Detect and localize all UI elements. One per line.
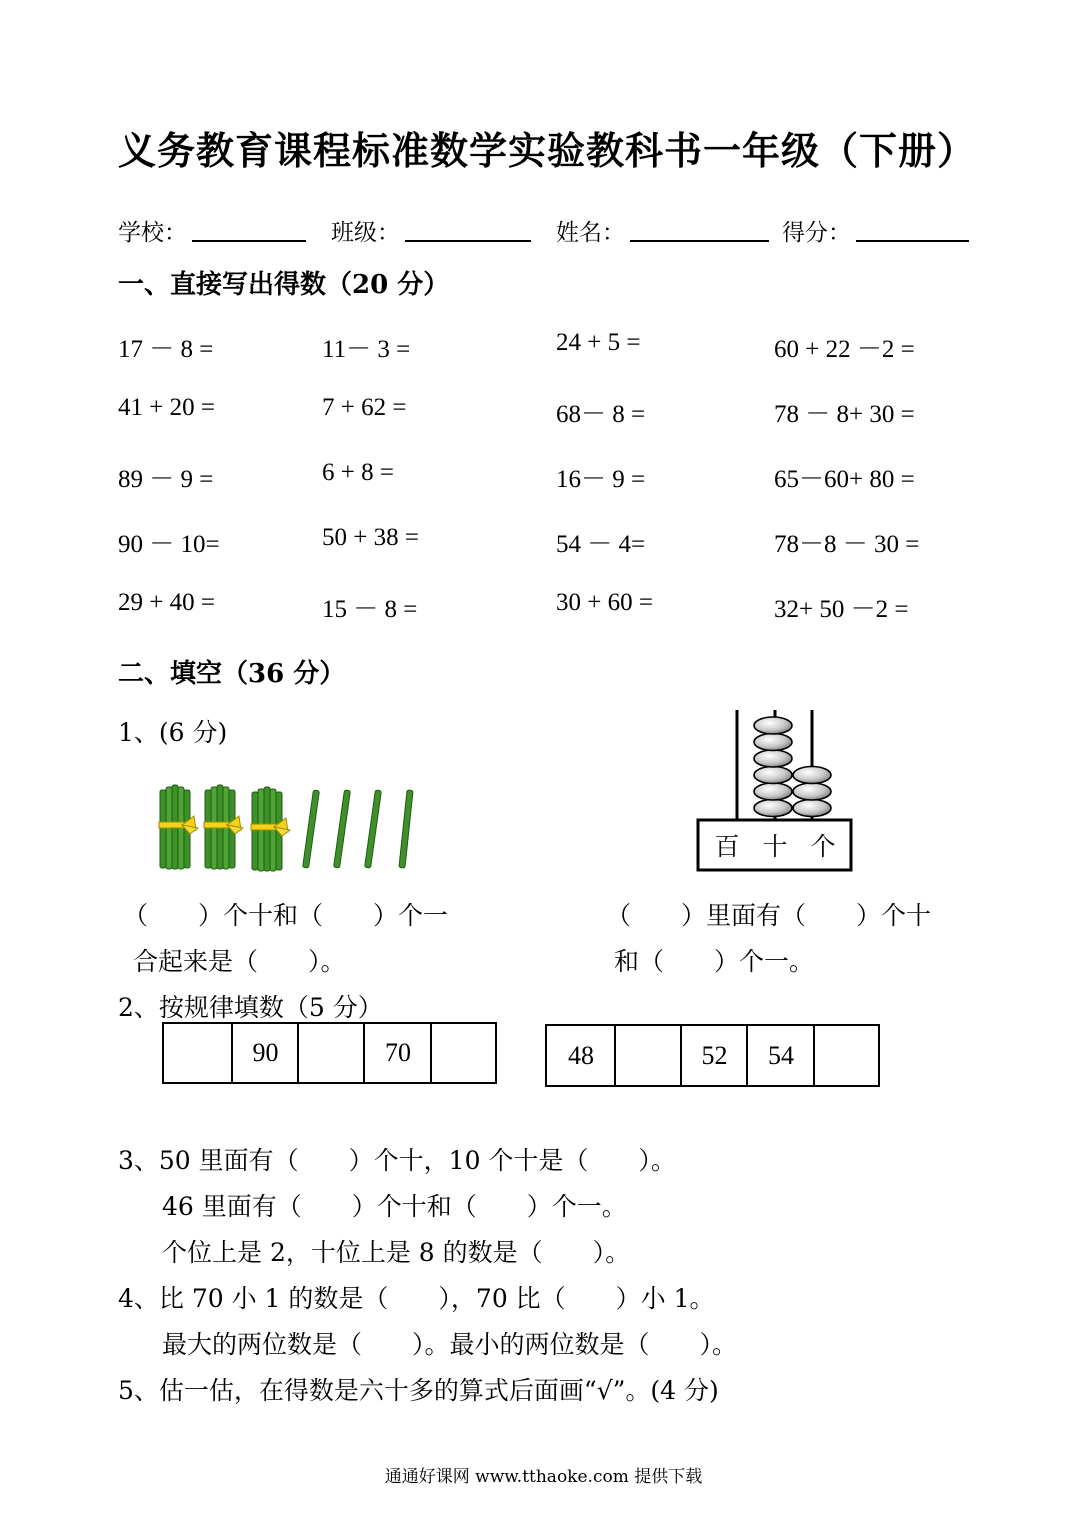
q3-line2: 46 里面有（ ）个十和（ ）个一。 (162, 1192, 627, 1221)
class-blank (405, 240, 531, 242)
ten-bundle-1 (159, 785, 198, 869)
sequence-cell[interactable] (614, 1026, 681, 1085)
equation-item: 7 + 62 = (322, 394, 407, 421)
section2-heading: 二、填空（36 分） (118, 659, 346, 689)
abacus-label-tens: 十 (762, 832, 788, 861)
abacus-bead (754, 767, 792, 784)
sequence-cell: 52 (680, 1026, 747, 1085)
equation-item: 6 + 8 = (322, 459, 394, 486)
equation-item: 60 + 22 －2 = (774, 336, 915, 363)
counting-sticks-illustration (150, 780, 425, 872)
single-stick (303, 790, 320, 868)
sequence-cell: 90 (231, 1024, 298, 1082)
q1-right-line1: （ ）里面有（ ）个十 (606, 901, 932, 930)
equation-item: 16－ 9 = (556, 466, 646, 493)
equation-item: 65－60+ 80 = (774, 466, 915, 493)
sequence-row-1 (162, 1022, 497, 1084)
equation-item: 78－8 － 30 = (774, 531, 920, 558)
abacus-label-ones: 个 (810, 832, 836, 861)
sequence-cell[interactable] (430, 1024, 497, 1082)
abacus-label-hundreds: 百 (714, 832, 740, 861)
sequence-row-2 (545, 1024, 880, 1087)
equation-item: 41 + 20 = (118, 394, 215, 421)
equation-item: 24 + 5 = (556, 329, 641, 356)
equation-item: 54 － 4= (556, 531, 646, 558)
q5-line1: 5、估一估，在得数是六十多的算式后面画“√”。(4 分) (118, 1376, 719, 1405)
q2-label: 2、按规律填数（5 分） (118, 993, 383, 1022)
equation-item: 50 + 38 = (322, 524, 419, 551)
equation-item: 15 － 8 = (322, 596, 418, 623)
sequence-cell[interactable] (813, 1026, 880, 1085)
page-title: 义务教育课程标准数学实验教科书一年级（下册） (118, 128, 977, 173)
school-label: 学校： (118, 220, 187, 246)
class-label: 班级： (331, 220, 400, 246)
section1-heading: 一、直接写出得数（20 分） (118, 270, 450, 300)
equation-item: 30 + 60 = (556, 589, 653, 616)
abacus-bead (754, 783, 792, 800)
footer-credit: 通通好课网 www.tthaoke.com 提供下载 (384, 1467, 703, 1487)
sequence-cell: 48 (568, 1040, 594, 1070)
abacus-bead (754, 734, 792, 751)
name-blank (630, 240, 769, 242)
equation-item: 17 － 8 = (118, 336, 214, 363)
single-stick (365, 790, 382, 868)
equation-item: 29 + 40 = (118, 589, 215, 616)
q1-left-line1: （ ）个十和（ ）个一 (123, 901, 449, 930)
equation-item: 90 － 10= (118, 531, 220, 558)
equation-item: 32+ 50 －2 = (774, 596, 909, 623)
q1-left-line2: 合起来是（ ）。 (133, 947, 346, 976)
equation-item: 78 － 8+ 30 = (774, 401, 915, 428)
equation-item: 11－ 3 = (322, 336, 411, 363)
equation-item: 68－ 8 = (556, 401, 646, 428)
sequence-cell[interactable] (164, 1024, 232, 1082)
ten-bundle-3 (251, 787, 290, 871)
abacus-bead (793, 800, 831, 817)
q1-right-line2: 和（ ）个一。 (614, 947, 815, 976)
school-blank (192, 240, 306, 242)
sequence-cell[interactable] (297, 1024, 364, 1082)
abacus-bead (754, 800, 792, 817)
q4-line1: 4、比 70 小 1 的数是（ ），70 比（ ）小 1。 (118, 1284, 715, 1313)
score-blank (856, 240, 969, 242)
single-stick (399, 790, 413, 868)
abacus-bead (793, 767, 831, 784)
abacus (695, 705, 855, 875)
abacus-bead (754, 717, 792, 734)
sequence-cell: 70 (363, 1024, 431, 1082)
abacus-bead (754, 750, 792, 767)
score-label: 得分： (782, 220, 851, 246)
ten-bundle-2 (204, 785, 243, 869)
q3-line1: 3、50 里面有（ ）个十，10 个十是（ ）。 (118, 1146, 676, 1175)
q3-line3: 个位上是 2，十位上是 8 的数是（ ）。 (162, 1238, 631, 1267)
single-stick (334, 790, 351, 868)
sequence-cell: 54 (746, 1026, 814, 1085)
name-label: 姓名： (556, 220, 625, 246)
q1-label: 1、(6 分) (118, 718, 228, 747)
abacus-bead (793, 783, 831, 800)
equation-item: 89 － 9 = (118, 466, 214, 493)
q4-line2: 最大的两位数是（ ）。最小的两位数是（ ）。 (162, 1330, 738, 1359)
